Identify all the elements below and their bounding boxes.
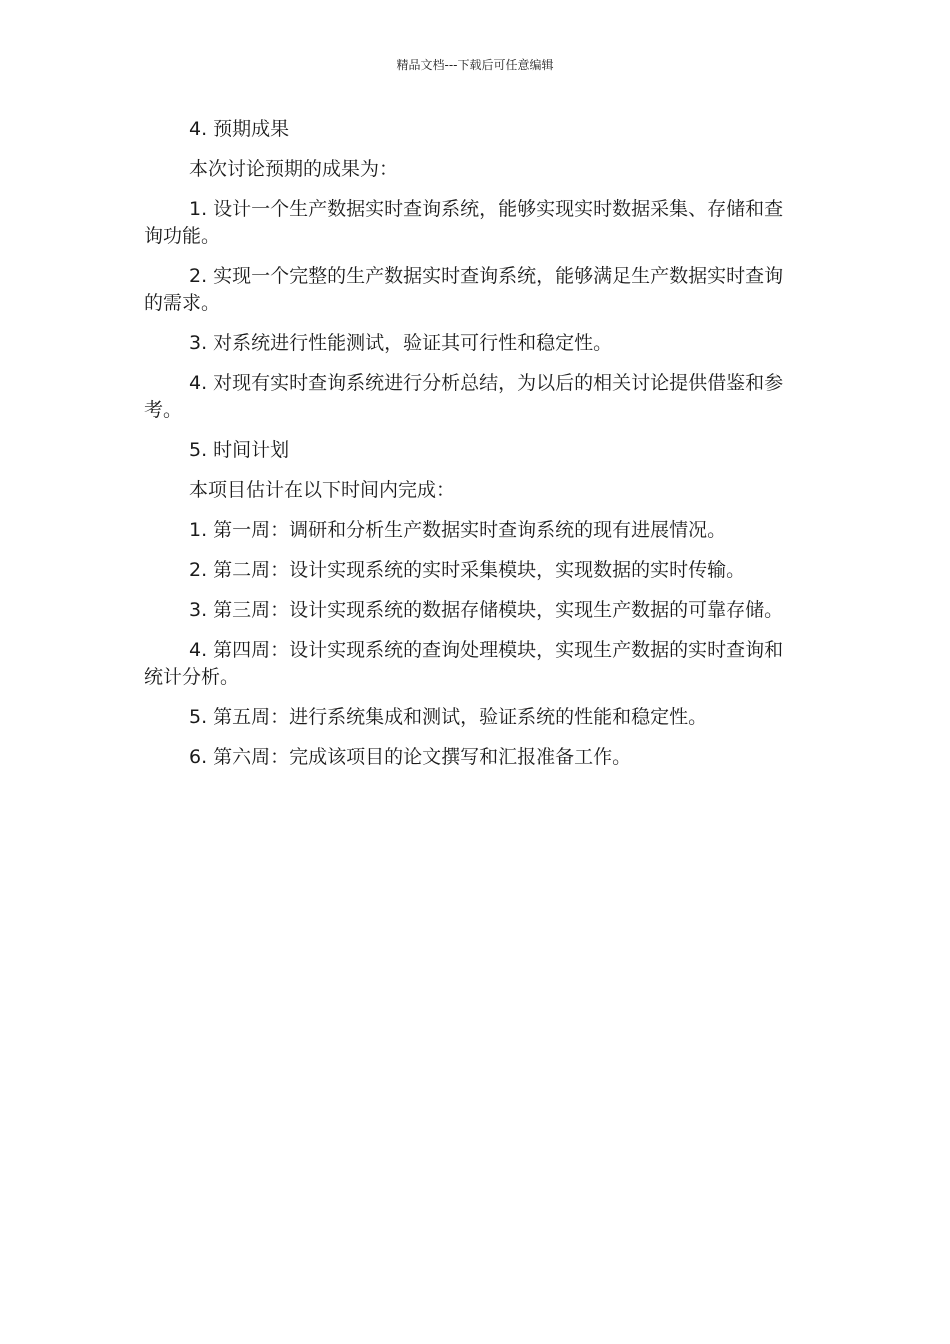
- list-item: 6. 第六周：完成该项目的论文撰写和汇报准备工作。: [189, 746, 632, 768]
- list-item: 3. 对系统进行性能测试，验证其可行性和稳定性。: [189, 332, 613, 354]
- document-body: [144, 116, 800, 784]
- paragraph: 本项目估计在以下时间内完成：: [189, 479, 456, 501]
- list-item: 4. 第四周：设计实现系统的查询处理模块，实现生产数据的实时查询和统计分析。: [144, 639, 784, 688]
- paragraph: 本次讨论预期的成果为：: [189, 158, 399, 180]
- list-item: 2. 第二周：设计实现系统的实时采集模块，实现数据的实时传输。: [189, 559, 746, 581]
- section-heading-expected-results: 4. 预期成果: [189, 118, 290, 140]
- page-header: 精品文档---下载后可任意编辑: [396, 58, 554, 72]
- list-item: 3. 第三周：设计实现系统的数据存储模块，实现生产数据的可靠存储。: [189, 599, 784, 621]
- list-item: 4. 对现有实时查询系统进行分析总结，为以后的相关讨论提供借鉴和参考。: [144, 372, 784, 421]
- list-item: 1. 第一周：调研和分析生产数据实时查询系统的现有进展情况。: [189, 519, 727, 541]
- list-item: 1. 设计一个生产数据实时查询系统，能够实现实时数据采集、存储和查询功能。: [144, 198, 784, 247]
- section-heading-time-plan: 5. 时间计划: [189, 439, 290, 461]
- list-item: 5. 第五周：进行系统集成和测试，验证系统的性能和稳定性。: [189, 706, 708, 728]
- list-item: 2. 实现一个完整的生产数据实时查询系统，能够满足生产数据实时查询的需求。: [144, 265, 784, 314]
